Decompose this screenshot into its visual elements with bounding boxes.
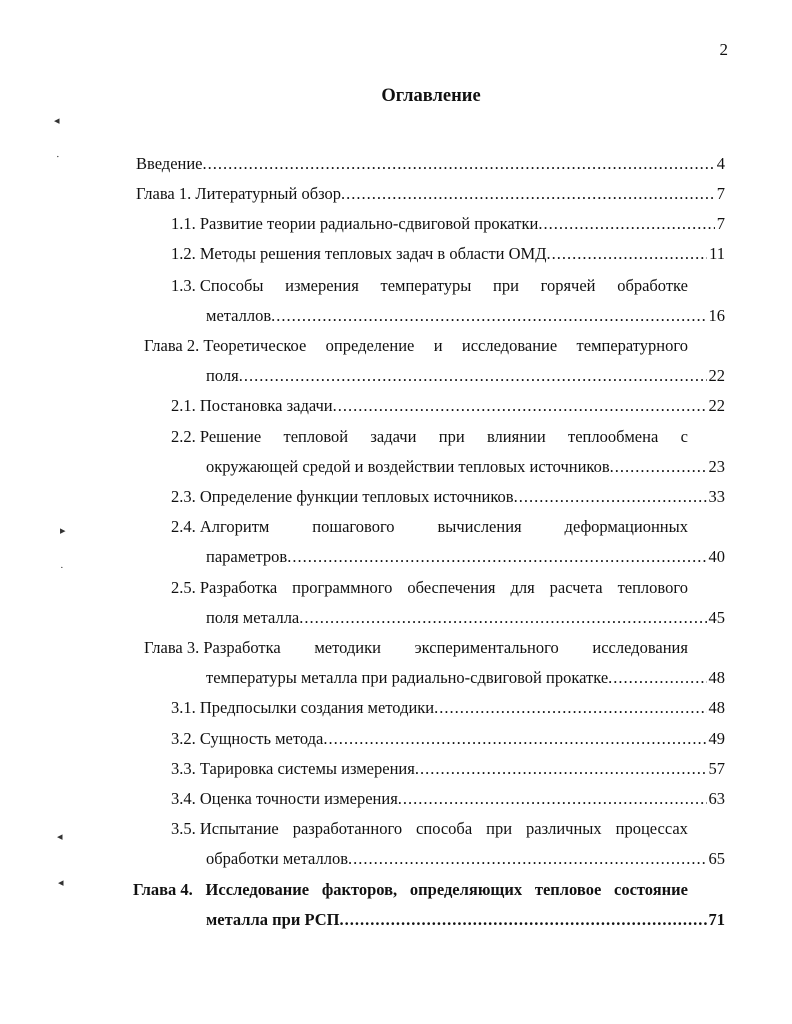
- toc-page-number: 23: [708, 457, 725, 476]
- toc-word: пошагового: [312, 517, 395, 536]
- leader-dots: [271, 305, 706, 327]
- toc-page-number: 45: [708, 608, 725, 627]
- leader-dots: [398, 788, 707, 810]
- toc-entry-section-1-2[interactable]: [171, 243, 725, 265]
- toc-word: тепловой: [283, 427, 349, 446]
- toc-entry-text: температуры металла при радиально-сдвиговой прокатке: [206, 668, 609, 687]
- toc-word: измерения: [285, 276, 359, 295]
- page-title: Оглавление: [381, 86, 481, 106]
- toc-word: температуры: [380, 276, 472, 295]
- toc-page-number: 4: [716, 154, 725, 173]
- toc-entry-chapter-1[interactable]: [136, 183, 725, 205]
- toc-word: температурного: [576, 336, 688, 355]
- leader-dots: [287, 546, 706, 568]
- toc-word: исследование: [461, 336, 558, 355]
- toc-entry-section-2-1[interactable]: [171, 395, 725, 417]
- leader-dots: [546, 243, 707, 265]
- toc-word: программного: [292, 578, 393, 597]
- toc-entry-chapter-3[interactable]: [144, 637, 688, 659]
- toc-word: деформационных: [564, 517, 688, 536]
- toc-word: для: [510, 578, 535, 597]
- toc-page-number: 57: [708, 759, 725, 778]
- toc-page-number: 16: [708, 306, 725, 325]
- toc-entry-chapter-3-cont[interactable]: [206, 667, 725, 689]
- toc-entry-text: 3.4. Оценка точности измерения: [171, 789, 398, 808]
- toc-word: с: [680, 427, 688, 446]
- toc-entry-section-2-4-cont[interactable]: [206, 546, 725, 568]
- leader-dots: [299, 607, 706, 629]
- toc-entry-text: поля: [206, 366, 239, 385]
- toc-entry-chapter-2[interactable]: [144, 335, 688, 357]
- toc-word: вычисления: [437, 517, 522, 536]
- toc-word: исследования: [592, 638, 688, 657]
- toc-page-number: 63: [708, 789, 725, 808]
- toc-entry-text: 3.1. Предпосылки создания методики: [171, 698, 435, 717]
- toc-entry-text: 2.3. Определение функции тепловых источников: [171, 487, 514, 506]
- toc-entry-text: 3.2. Сущность метода: [171, 729, 324, 748]
- toc-entry-section-1-1[interactable]: [171, 213, 725, 235]
- toc-word: влиянии: [486, 427, 546, 446]
- toc-word: 2.5. Разработка: [171, 578, 278, 597]
- toc-entry-section-2-3[interactable]: [171, 486, 725, 508]
- toc-page-number: 22: [708, 366, 725, 385]
- toc-entry-section-2-2-cont[interactable]: [206, 456, 725, 478]
- toc-entry-text: параметров: [206, 547, 288, 566]
- toc-entry-section-2-5-cont[interactable]: [206, 607, 725, 629]
- leader-dots: [203, 153, 715, 175]
- toc-word: разработанного: [292, 819, 403, 838]
- toc-word: при: [486, 819, 513, 838]
- scan-speck: ◂: [58, 877, 64, 889]
- toc-page-number: 7: [716, 184, 725, 203]
- leader-dots: [434, 697, 706, 719]
- toc-word: экспериментального: [414, 638, 559, 657]
- toc-entry-text: 3.3. Тарировка системы измерения: [171, 759, 415, 778]
- toc-word: Глава 3. Разработка: [144, 638, 281, 657]
- toc-entry-text: 2.1. Постановка задачи: [171, 396, 333, 415]
- toc-word: определение: [325, 336, 415, 355]
- toc-entry-text: окружающей средой и воздействии тепловых источников: [206, 457, 610, 476]
- toc-entry-section-3-3[interactable]: [171, 758, 725, 780]
- toc-page-number: 65: [708, 849, 725, 868]
- leader-dots: [348, 848, 707, 870]
- toc-word: задачи: [370, 427, 417, 446]
- toc-word: горячей: [540, 276, 596, 295]
- toc-word: определяющих: [409, 880, 523, 899]
- toc-entry-chapter-4-cont[interactable]: [206, 909, 725, 931]
- toc-entry-section-1-3-cont[interactable]: [206, 305, 725, 327]
- toc-entry-section-3-5[interactable]: [171, 818, 688, 840]
- toc-word: факторов,: [321, 880, 398, 899]
- page-number: 2: [719, 40, 728, 59]
- leader-dots: [538, 213, 714, 235]
- toc-entry-text: Введение: [136, 154, 203, 173]
- toc-word: тепловое: [534, 880, 602, 899]
- toc-word: Исследование: [205, 880, 310, 899]
- toc-page-number: 11: [709, 244, 725, 263]
- toc-page-number: 49: [708, 729, 725, 748]
- toc-page-number: 7: [716, 214, 725, 233]
- leader-dots: [514, 486, 707, 508]
- toc-word: 1.3. Способы: [171, 276, 264, 295]
- scan-speck: ॱ: [56, 154, 60, 166]
- toc-word: при: [438, 427, 465, 446]
- toc-word: Глава 4.: [133, 880, 193, 899]
- leader-dots: [341, 183, 715, 205]
- leader-dots: [610, 456, 707, 478]
- toc-entry-chapter-2-cont[interactable]: [206, 365, 725, 387]
- toc-entry-section-2-5[interactable]: [171, 577, 688, 599]
- toc-word: Глава 2. Теоретическое: [144, 336, 307, 355]
- toc-word: обработке: [617, 276, 688, 295]
- toc-entry-section-3-2[interactable]: [171, 728, 725, 750]
- toc-entry-intro[interactable]: [136, 153, 725, 175]
- toc-word: состояние: [614, 880, 688, 899]
- toc-page-number: 33: [708, 487, 725, 506]
- toc-entry-text: металлов: [206, 306, 272, 325]
- toc-word: способа: [416, 819, 473, 838]
- toc-word: 2.2. Решение: [171, 427, 262, 446]
- leader-dots: [333, 395, 707, 417]
- toc-word: теплового: [617, 578, 688, 597]
- scan-speck: ▸: [60, 525, 66, 537]
- toc-entry-text: металла при РСП: [206, 910, 340, 929]
- toc-word: теплообмена: [568, 427, 659, 446]
- toc-word: 3.5. Испытание: [171, 819, 279, 838]
- toc-entry-section-2-2[interactable]: [171, 426, 688, 448]
- toc-entry-chapter-4[interactable]: [133, 879, 688, 901]
- toc-page-number: 40: [708, 547, 725, 566]
- toc-page-number: 71: [708, 910, 725, 929]
- toc-entry-text: обработки металлов: [206, 849, 348, 868]
- toc-word: 2.4. Алгоритм: [171, 517, 270, 536]
- toc-word: при: [493, 276, 519, 295]
- leader-dots: [608, 667, 706, 689]
- toc-entry-text: Глава 1. Литературный обзор: [136, 184, 342, 203]
- scan-speck: ◂: [57, 831, 63, 843]
- toc-word: расчета: [549, 578, 603, 597]
- toc-page-number: 48: [708, 668, 725, 687]
- toc-page-number: 48: [708, 698, 725, 717]
- toc-entry-text: 1.2. Методы решения тепловых задач в области ОМД: [171, 244, 547, 263]
- scan-speck: ◂: [54, 115, 60, 127]
- toc-word: обеспечения: [407, 578, 496, 597]
- toc-word: методики: [314, 638, 381, 657]
- toc-word: процессах: [615, 819, 688, 838]
- toc-entry-section-2-4[interactable]: [171, 516, 688, 538]
- toc-word: и: [433, 336, 443, 355]
- scan-speck: ·: [60, 562, 64, 574]
- leader-dots: [239, 365, 707, 387]
- toc-word: различных: [526, 819, 602, 838]
- toc-entry-section-3-5-cont[interactable]: [206, 848, 725, 870]
- toc-page-number: 22: [708, 396, 725, 415]
- leader-dots: [415, 758, 707, 780]
- leader-dots: [323, 728, 706, 750]
- toc-entry-section-3-4[interactable]: [171, 788, 725, 810]
- leader-dots: [340, 909, 707, 931]
- toc-entry-text: 1.1. Развитие теории радиально-сдвиговой прокатки: [171, 214, 539, 233]
- toc-entry-text: поля металла: [206, 608, 300, 627]
- toc-entry-section-1-3[interactable]: [171, 275, 688, 297]
- toc-entry-section-3-1[interactable]: [171, 697, 725, 719]
